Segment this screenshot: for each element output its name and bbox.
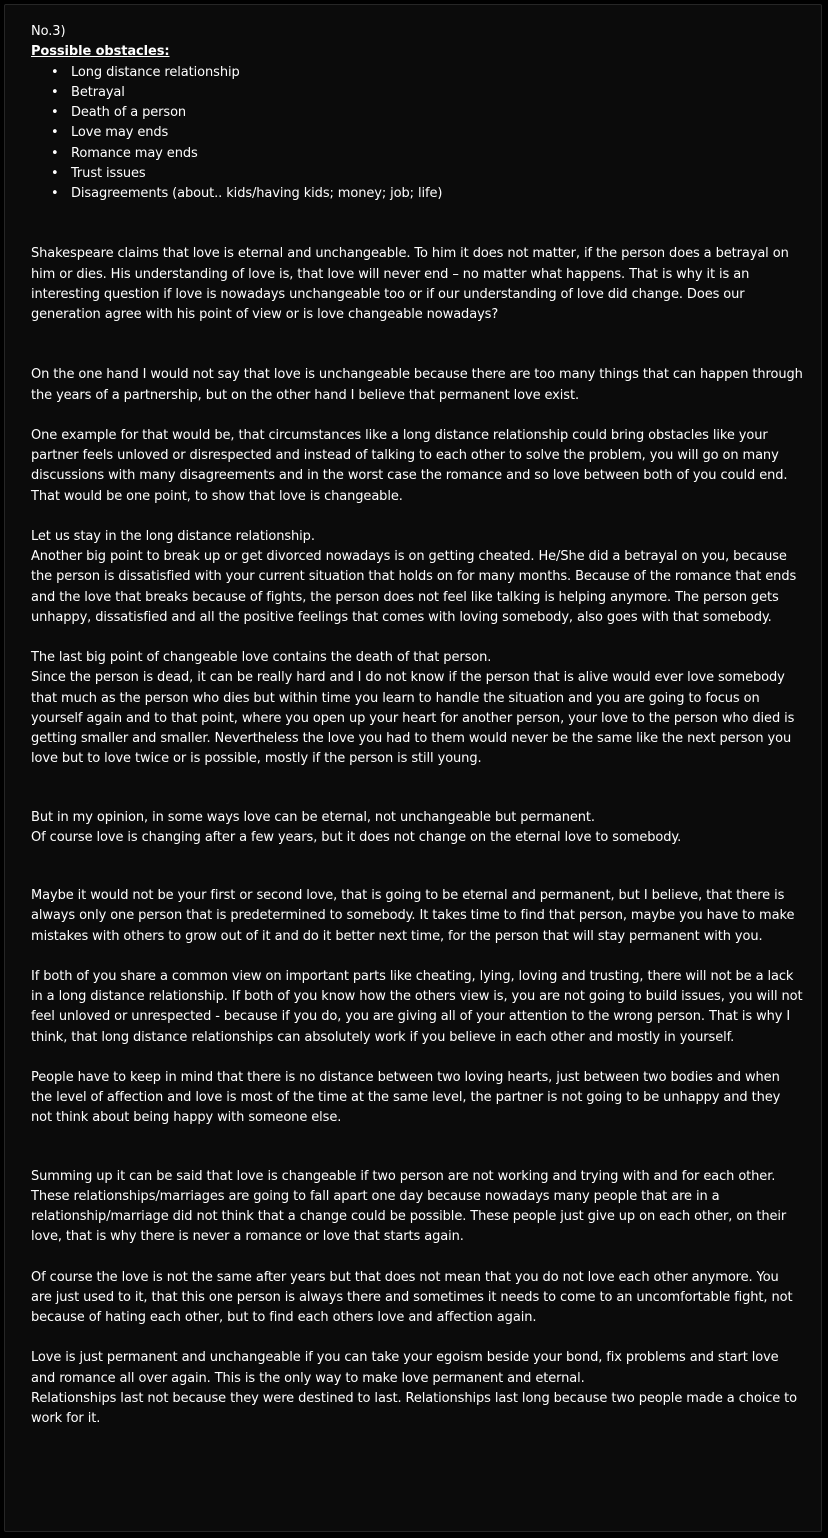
paragraph-relationships-last: Relationships last not because they were destined to last. Relationships last long because two people made a choice to work for it. xyxy=(31,1390,798,1426)
bullet-icon: • xyxy=(51,64,59,80)
list-item xyxy=(31,63,803,83)
paragraph-shakespeare-claim: Shakespeare claims that love is eternal and unchangeable. To him it does not matter, if the person does a betrayal on him or dies. His understanding of love is, that love will never end – no matter what happens. That is why it is an interesting question if love is nowadays unchangeable too or if our understanding of love did change. Does our generation agree with his point of view or is love changeable nowadays? xyxy=(31,246,789,322)
list-item-text: Long distance relationship xyxy=(71,64,240,80)
list-item-text: Trust issues xyxy=(71,165,146,181)
paragraph-death-detail: Since the person is dead, it can be really hard and I do not know if the person that is alive would ever love somebody that much as the person who dies but within time you learn to handle the situation and you are going to focus on yourself again and to that point, where you open up your heart for another person, your love to the person who died is getting smaller and smaller. Nevertheless the love you had to them would never be the same like the next person you love but to love twice or is possible, mostly if the person is still young. xyxy=(31,670,795,767)
paragraph-summing-up: Summing up it can be said that love is changeable if two person are not working and trying with and for each other. These relationships/marriages are going to fall apart one day because nowadays many people that are in a relationship/marriage did not think that a change could be possible. These people just give up on each other, on their love, that is why there is never a romance or love that starts again. xyxy=(31,1168,787,1245)
bullet-icon: • xyxy=(51,105,59,120)
bullet-icon: • xyxy=(51,186,59,201)
bullet-icon: • xyxy=(51,125,59,141)
obstacles-list xyxy=(31,63,803,205)
paragraph-after-years: Of course the love is not the same after years but that does not mean that you do not love each other anymore. You are just used to it, that this one person is always there and sometimes it needs to come to an uncomfortable fight, not because of hating each other, but to find each others love and affection again. xyxy=(31,1269,793,1325)
paragraph-stay-long-distance: Let us stay in the long distance relationship. xyxy=(31,528,315,544)
bullet-icon: • xyxy=(51,84,59,100)
paragraph-on-the-one-hand: On the one hand I would not say that love is unchangeable because there are too many things that can happen through the years of a partnership, but on the other hand I believe that permanent love exist. xyxy=(31,367,803,403)
list-item xyxy=(31,164,803,184)
bullet-icon: • xyxy=(51,165,59,181)
paragraph-love-changing: Of course love is changing after a few years, but it does not change on the eternal love to somebody. xyxy=(31,829,682,845)
list-item xyxy=(31,123,803,143)
list-item-text: Disagreements (about.. kids/having kids; money; job; life) xyxy=(71,186,443,201)
essay-document xyxy=(31,22,803,1429)
list-item-text: Betrayal xyxy=(71,84,125,100)
list-item xyxy=(31,144,803,164)
list-item-text: Romance may ends xyxy=(71,145,198,161)
list-item-text: Death of a person xyxy=(71,105,187,120)
list-item xyxy=(31,103,803,123)
paragraph-permanent-love: Love is just permanent and unchangeable if you can take your egoism beside your bond, fix problems and start love and romance all over again. This is the only way to make love permanent and eternal. xyxy=(31,1350,779,1386)
paragraph-two-hearts: People have to keep in mind that there is no distance between two loving hearts, just between two bodies and when the level of affection and love is most of the time at the same level, the partner is not going to be unhappy and they not think about being happy with someone else. xyxy=(31,1069,781,1126)
paragraph-death-intro: The last big point of changeable love contains the death of that person. xyxy=(31,650,492,665)
list-item xyxy=(31,184,803,204)
paragraph-opinion: But in my opinion, in some ways love can be eternal, not unchangeable but permanent. xyxy=(31,809,595,825)
obstacles-heading: Possible obstacles: xyxy=(31,44,170,60)
paragraph-predetermined-person: Maybe it would not be your first or second love, that is going to be eternal and permanent, but I believe, that there is always only one person that is predetermined to somebody. It takes time to find that person, maybe you have to make mistakes with others to grow out of it and do it better next time, for the person that will stay permanent with you. xyxy=(31,888,795,944)
list-item-text: Love may ends xyxy=(71,125,169,141)
paragraph-common-view: If both of you share a common view on important parts like cheating, lying, loving and trusting, there will not be a lack in a long distance relationship. If both of you know how the others view is, you are not going to build issues, you will not feel unloved or unrespected - because if you do, you are giving all of your attention to the wrong person. That is why I think, that long distance relationships can absolutely work if you believe in each other and mostly in yourself. xyxy=(31,968,803,1045)
list-item xyxy=(31,83,803,103)
paragraph-example-long-distance: One example for that would be, that circumstances like a long distance relationship could bring obstacles like your partner feels unloved or disrespected and instead of talking to each other to solve the problem, you will go on many discussions with many disagreements and in the worst case the romance and so love between both of you could end. That would be one point, to show that love is changeable. xyxy=(31,427,788,504)
paragraph-cheating: Another big point to break up or get divorced nowadays is on getting cheated. He/She did a betrayal on you, because the person is dissatisfied with your current situation that holds on for many months. Because of the romance that ends and the love that breaks because of fights, the person does not feel like talking is helping anymore. The person gets unhappy, dissatisfied and all the positive feelings that comes with loving somebody, also goes with that somebody. xyxy=(31,549,797,625)
section-number: No.3) xyxy=(31,24,66,39)
bullet-icon: • xyxy=(51,145,59,161)
